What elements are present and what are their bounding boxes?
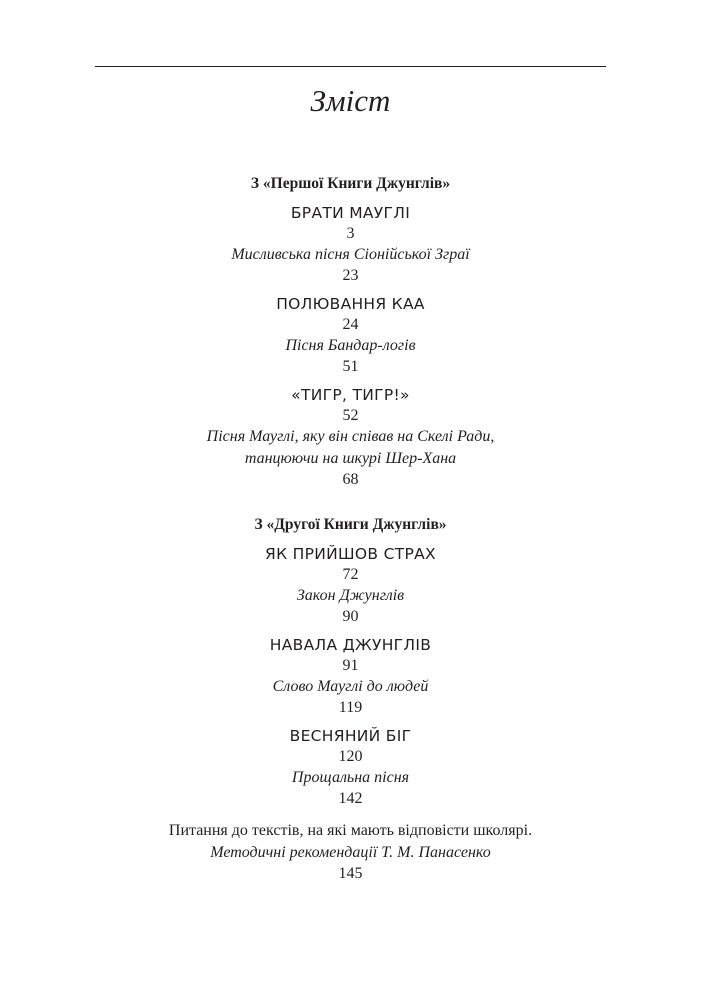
toc-entry[interactable] <box>95 202 606 285</box>
toc-entry[interactable] <box>95 725 606 808</box>
page-number: 91 <box>342 657 359 674</box>
poem-title[interactable]: Мисливська пісня Сіонійської Зграї <box>231 245 470 263</box>
poem-title[interactable]: Закон Джунглів <box>296 586 405 604</box>
poem-title-line-2[interactable]: танцюючи на шкурі Шер-Хана <box>244 449 457 467</box>
page-number: 72 <box>342 566 359 583</box>
toc-entry[interactable] <box>95 384 606 489</box>
page-number: 52 <box>342 407 359 424</box>
story-title[interactable]: БРАТИ МАУГЛІ <box>290 204 411 222</box>
section-first-book <box>95 173 606 489</box>
poem-title[interactable]: Слово Мауглі до людей <box>272 677 429 695</box>
page-number: 24 <box>342 316 359 333</box>
toc-entry[interactable] <box>95 543 606 626</box>
story-title[interactable]: ЯК ПРИЙШОВ СТРАХ <box>265 545 436 563</box>
toc-entry[interactable] <box>95 293 606 376</box>
page-number: 51 <box>342 357 359 375</box>
top-rule <box>95 66 606 67</box>
page-number: 145 <box>338 865 363 882</box>
page-number: 90 <box>342 607 359 625</box>
page-number: 3 <box>346 225 355 242</box>
poem-title-line-1[interactable]: Пісня Мауглі, яку він співав на Скелі Ради, <box>206 427 495 445</box>
story-title[interactable]: «ТИГР, ТИГР!» <box>291 386 410 404</box>
section-heading: З «Першої Книги Джунглів» <box>250 175 451 192</box>
poem-title[interactable]: Пісня Бандар-логів <box>285 336 416 354</box>
appendix-title[interactable]: Питання до текстів, на які мають відповісти школярі. <box>168 822 533 839</box>
appendix-subtitle[interactable]: Методичні рекомендації Т. М. Панасенко <box>210 844 491 861</box>
page-number: 23 <box>342 266 359 284</box>
table-of-contents <box>95 82 606 892</box>
page-number: 68 <box>342 470 359 488</box>
page-number: 142 <box>338 789 363 807</box>
section-second-book <box>95 514 606 808</box>
page-title: Зміст <box>310 83 391 118</box>
appendix-entry[interactable] <box>95 820 606 884</box>
page-number: 120 <box>338 748 363 765</box>
story-title[interactable]: ПОЛЮВАННЯ КАА <box>276 295 425 313</box>
section-heading: З «Другої Книги Джунглів» <box>254 516 447 533</box>
page-number: 119 <box>338 698 363 716</box>
poem-title[interactable]: Прощальна пісня <box>291 768 410 786</box>
toc-entry[interactable] <box>95 634 606 717</box>
story-title[interactable]: ВЕСНЯНИЙ БІГ <box>289 727 412 745</box>
story-title[interactable]: НАВАЛА ДЖУНГЛІВ <box>269 636 432 654</box>
